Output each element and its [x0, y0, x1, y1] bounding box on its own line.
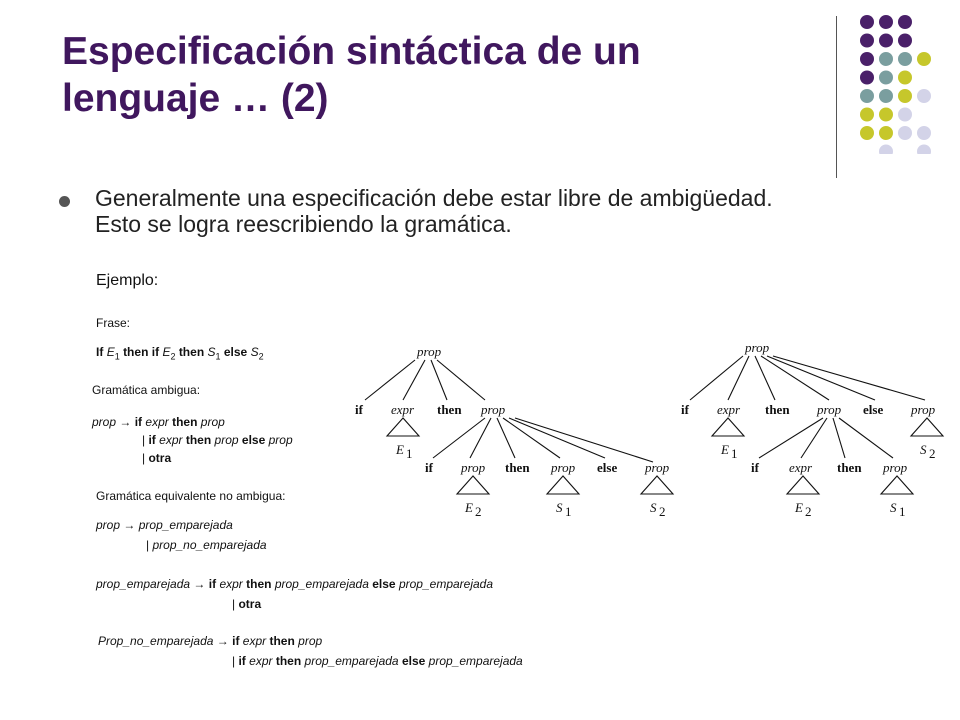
- ambiguous-rule-3: | otra: [142, 451, 172, 465]
- phrase: If $E_1$ then if $E_2$ then $S_1$ else $S_2$: [96, 345, 264, 362]
- tree-node-expr: expr: [789, 460, 813, 475]
- tree-node-prop: prop: [883, 460, 908, 475]
- unambiguous-rule-5: Prop_no_emparejada → if expr then prop: [98, 634, 323, 648]
- decorative-dot-grid: [842, 14, 942, 154]
- tree-node-else: else: [597, 460, 618, 475]
- tree-node-expr: expr: [391, 402, 415, 417]
- tree-node-S: S: [920, 442, 927, 457]
- tree-node-prop: prop: [481, 402, 506, 417]
- decorative-dot: [898, 71, 912, 85]
- tree-node-sub: 1: [899, 504, 906, 519]
- parse-tree-right: [681, 340, 943, 519]
- tree-node-if: if: [425, 460, 433, 475]
- tree-node-E: E: [396, 442, 404, 457]
- tree-node-then: then: [437, 402, 462, 417]
- decorative-dot: [917, 52, 931, 66]
- tree-node-sub: 2: [659, 504, 666, 519]
- tree-node-else: else: [863, 402, 884, 417]
- unambiguous-rule-1: prop → prop_emparejada: [96, 518, 233, 532]
- tree-node-sub: 2: [475, 504, 482, 519]
- unambiguous-rule-3: prop_emparejada → if expr then prop_emparejada else prop_emparejada: [96, 577, 494, 591]
- decorative-dot: [898, 108, 912, 122]
- tree-node-sub: 1: [731, 446, 738, 461]
- unambiguous-grammar-label: Gramática equivalente no ambigua:: [96, 489, 286, 503]
- parse-tree-left: [355, 344, 673, 519]
- tree-node-expr: expr: [717, 402, 741, 417]
- bullet-text: Generalmente una especificación debe estar libre de ambigüedad. Esto se logra reescribiendo la gramática.: [95, 185, 773, 237]
- tree-node-sub: 1: [406, 446, 413, 461]
- tree-node-then: then: [505, 460, 530, 475]
- tree-node-then: then: [837, 460, 862, 475]
- unambiguous-rule-2: | prop_no_emparejada: [146, 538, 267, 552]
- decorative-dot: [879, 89, 893, 103]
- phrase-label: Frase:: [96, 316, 131, 330]
- decorative-dot: [860, 71, 874, 85]
- decorative-dot: [879, 34, 893, 48]
- tree-node-then: then: [765, 402, 790, 417]
- decorative-divider: [836, 16, 837, 178]
- tree-node-S: S: [556, 500, 563, 515]
- tree-node-E: E: [465, 500, 473, 515]
- decorative-dot: [860, 15, 874, 29]
- decorative-dot: [879, 126, 893, 140]
- tree-node-if: if: [681, 402, 689, 417]
- decorative-dot: [860, 52, 874, 66]
- decorative-dot: [879, 145, 893, 155]
- ambiguous-grammar-label: Gramática ambigua:: [92, 383, 201, 397]
- decorative-dot: [898, 52, 912, 66]
- decorative-dot: [879, 15, 893, 29]
- decorative-dot: [879, 71, 893, 85]
- decorative-dot: [917, 89, 931, 103]
- decorative-dot: [898, 34, 912, 48]
- tree-node-sub: 1: [565, 504, 572, 519]
- tree-node-prop: prop: [417, 344, 442, 359]
- tree-node-E: E: [795, 500, 803, 515]
- tree-node-sub: 2: [929, 446, 936, 461]
- decorative-dot: [917, 145, 931, 155]
- decorative-dot: [879, 108, 893, 122]
- example-label: Ejemplo:: [96, 272, 159, 289]
- bullet-icon: [59, 196, 70, 207]
- parse-trees-diagram: [345, 338, 960, 528]
- decorative-dot: [860, 34, 874, 48]
- unambiguous-rule-6: | if expr then prop_emparejada else prop_emparejada: [232, 654, 523, 668]
- decorative-dot: [860, 126, 874, 140]
- tree-node-prop: prop: [645, 460, 670, 475]
- tree-node-prop: prop: [911, 402, 936, 417]
- ambiguous-rule-1: prop → if expr then prop: [92, 415, 225, 429]
- tree-node-S: S: [890, 500, 897, 515]
- decorative-dot: [898, 89, 912, 103]
- ambiguous-rule-2: | if expr then prop else prop: [142, 433, 293, 447]
- tree-node-prop: prop: [745, 340, 770, 355]
- tree-node-S: S: [650, 500, 657, 515]
- decorative-dot: [898, 15, 912, 29]
- tree-node-if: if: [751, 460, 759, 475]
- tree-node-prop: prop: [551, 460, 576, 475]
- decorative-dot: [898, 126, 912, 140]
- decorative-dot: [879, 52, 893, 66]
- decorative-dot: [917, 126, 931, 140]
- unambiguous-rule-4: | otra: [232, 597, 262, 611]
- tree-node-prop: prop: [817, 402, 842, 417]
- tree-node-sub: 2: [805, 504, 812, 519]
- decorative-dot: [860, 108, 874, 122]
- slide-title: Especificación sintáctica de un lenguaje … (2): [62, 30, 641, 120]
- tree-node-if: if: [355, 402, 363, 417]
- decorative-dot: [860, 89, 874, 103]
- tree-node-prop: prop: [461, 460, 486, 475]
- tree-node-E: E: [721, 442, 729, 457]
